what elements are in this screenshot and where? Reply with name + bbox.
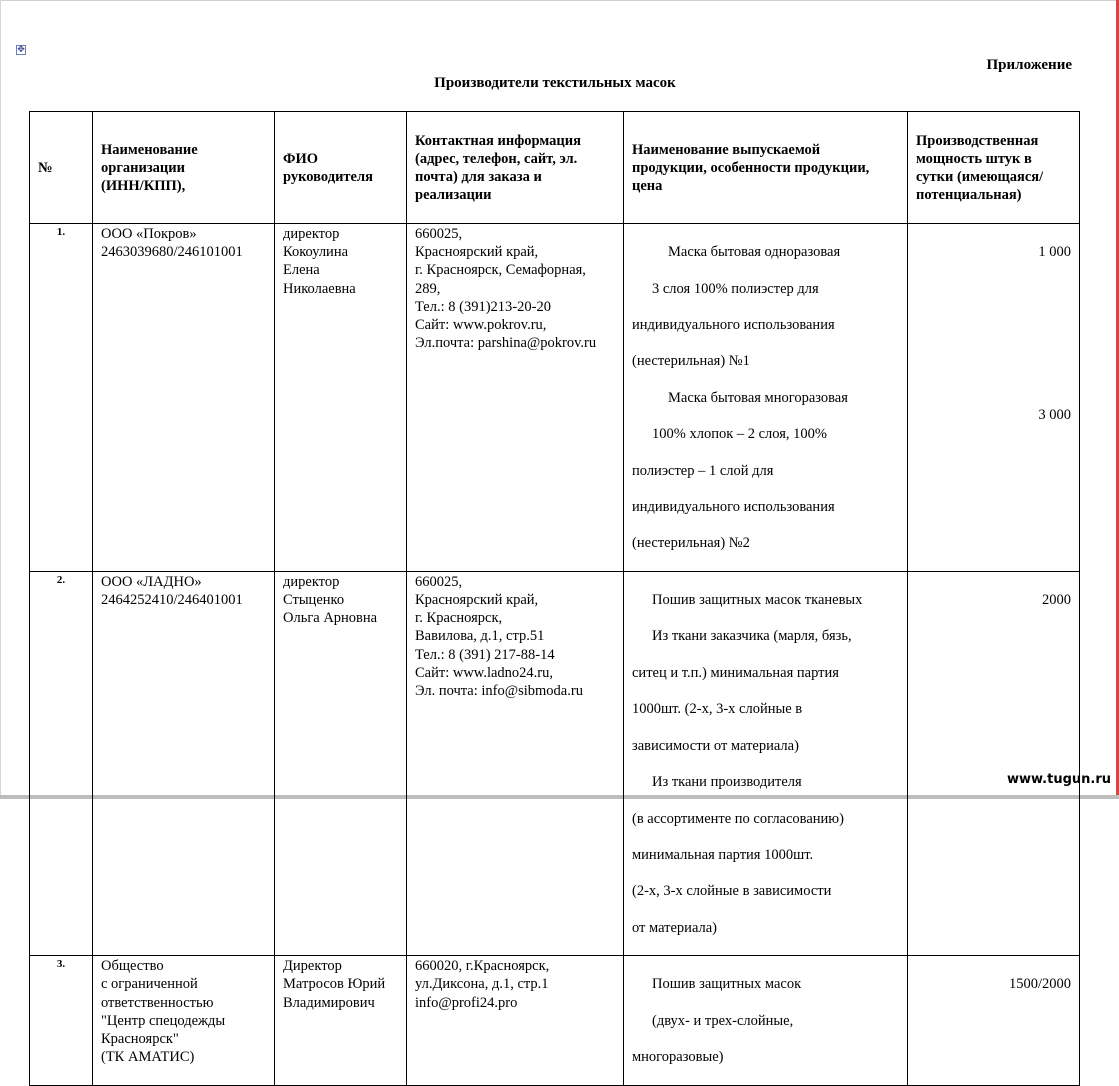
table-row [30,571,1080,955]
row-num: 2. [30,571,93,955]
page-edge-top [0,0,1119,1]
header-head: ФИО руководителя [275,112,407,224]
header-product: Наименование выпускаемой продукции, особенности продукции, цена [624,112,908,224]
product-line: 3 слоя 100% полиэстер для [652,280,819,297]
page-edge-left [0,0,1,799]
table-row [30,224,1080,572]
header-contacts: Контактная информация (адрес, телефон, сайт, эл. почта) для заказа и реализации [407,112,624,224]
table-header-row [30,112,1080,224]
product-line: 1000шт. (2-х, 3-х слойные в [632,701,803,718]
product-line: (двух- и трех-слойные, [652,1012,794,1029]
product-line: многоразовые) [632,1049,724,1066]
product-line: (2-х, 3-х слойные в зависимости [632,883,832,900]
watermark-text: www.tugun.ru [1006,772,1111,787]
table-row [30,956,1080,1085]
row-capacity [908,224,1080,572]
product-line: Маска бытовая одноразовая [668,244,841,261]
product-line: (нестерильная) №2 [632,535,750,552]
product-line: Из ткани заказчика (марля, бязь, [652,628,852,645]
row-org: ООО «ЛАДНО» 2464252410/246401001 [93,571,275,955]
product-line: (нестерильная) №1 [632,353,750,370]
capacity-value: 3 000 [1038,406,1071,423]
product-line: (в ассортименте по согласованию) [632,810,844,827]
row-num: 3. [30,956,93,1085]
product-line: ситец и т.п.) минимальная партия [632,664,839,681]
product-line: минимальная партия 1000шт. [632,846,814,863]
row-org: Общество с ограниченной ответственностью "Центр спецодежды Красноярск" (ТК АМАТИС) [93,956,275,1085]
product-line: индивидуального использования [632,499,835,516]
row-capacity [908,956,1080,1085]
product-line: 100% хлопок – 2 слоя, 100% [652,426,828,443]
row-head: директор Кокоулина Елена Николаевна [275,224,407,572]
row-contacts: 660020, г.Красноярск, ул.Диксона, д.1, стр.1 info@profi24.pro [407,956,624,1085]
product-line: Из ткани производителя [652,774,802,791]
product-line: зависимости от материала) [632,737,799,754]
appendix-label: Приложение [986,57,1072,73]
product-line: индивидуального использования [632,317,835,334]
capacity-value: 1500/2000 [1008,976,1071,993]
row-head: Директор Матросов Юрий Владимирович [275,956,407,1085]
header-num: № [30,112,93,224]
header-capacity: Производственная мощность штук в сутки (имеющаяся/ потенциальная) [908,112,1080,224]
document-title: Производители текстильных масок [434,75,676,91]
row-head: директор Стыценко Ольга Арновна [275,571,407,955]
product-line: полиэстер – 1 слой для [632,462,774,479]
row-product [624,956,908,1085]
manufacturers-table [29,111,1080,1086]
capacity-value: 1 000 [1038,244,1071,261]
row-product [624,224,908,572]
row-contacts: 660025, Красноярский край, г. Красноярск, Семафорная, 289, Тел.: 8 (391)213-20-20 Сайт: www.pokrov.ru, Эл.почта: parshina@pokrov.ru [407,224,624,572]
product-line: от материала) [632,919,718,936]
row-capacity [908,571,1080,955]
row-product [624,571,908,955]
row-num: 1. [30,224,93,572]
row-org: ООО «Покров» 2463039680/246101001 [93,224,275,572]
header-org: Наименование организации (ИНН/КПП), [93,112,275,224]
row-contacts: 660025, Красноярский край, г. Красноярск, Вавилова, д.1, стр.51 Тел.: 8 (391) 217-88-14 Сайт: www.ladno24.ru, Эл. почта: info@sibmoda.ru [407,571,624,955]
table-move-handle-icon[interactable]: ✥ [17,45,25,55]
product-line: Пошив защитных масок [652,976,802,993]
product-line: Маска бытовая многоразовая [668,389,848,406]
product-line: Пошив защитных масок тканевых [652,592,863,609]
capacity-value: 2000 [1042,592,1071,609]
